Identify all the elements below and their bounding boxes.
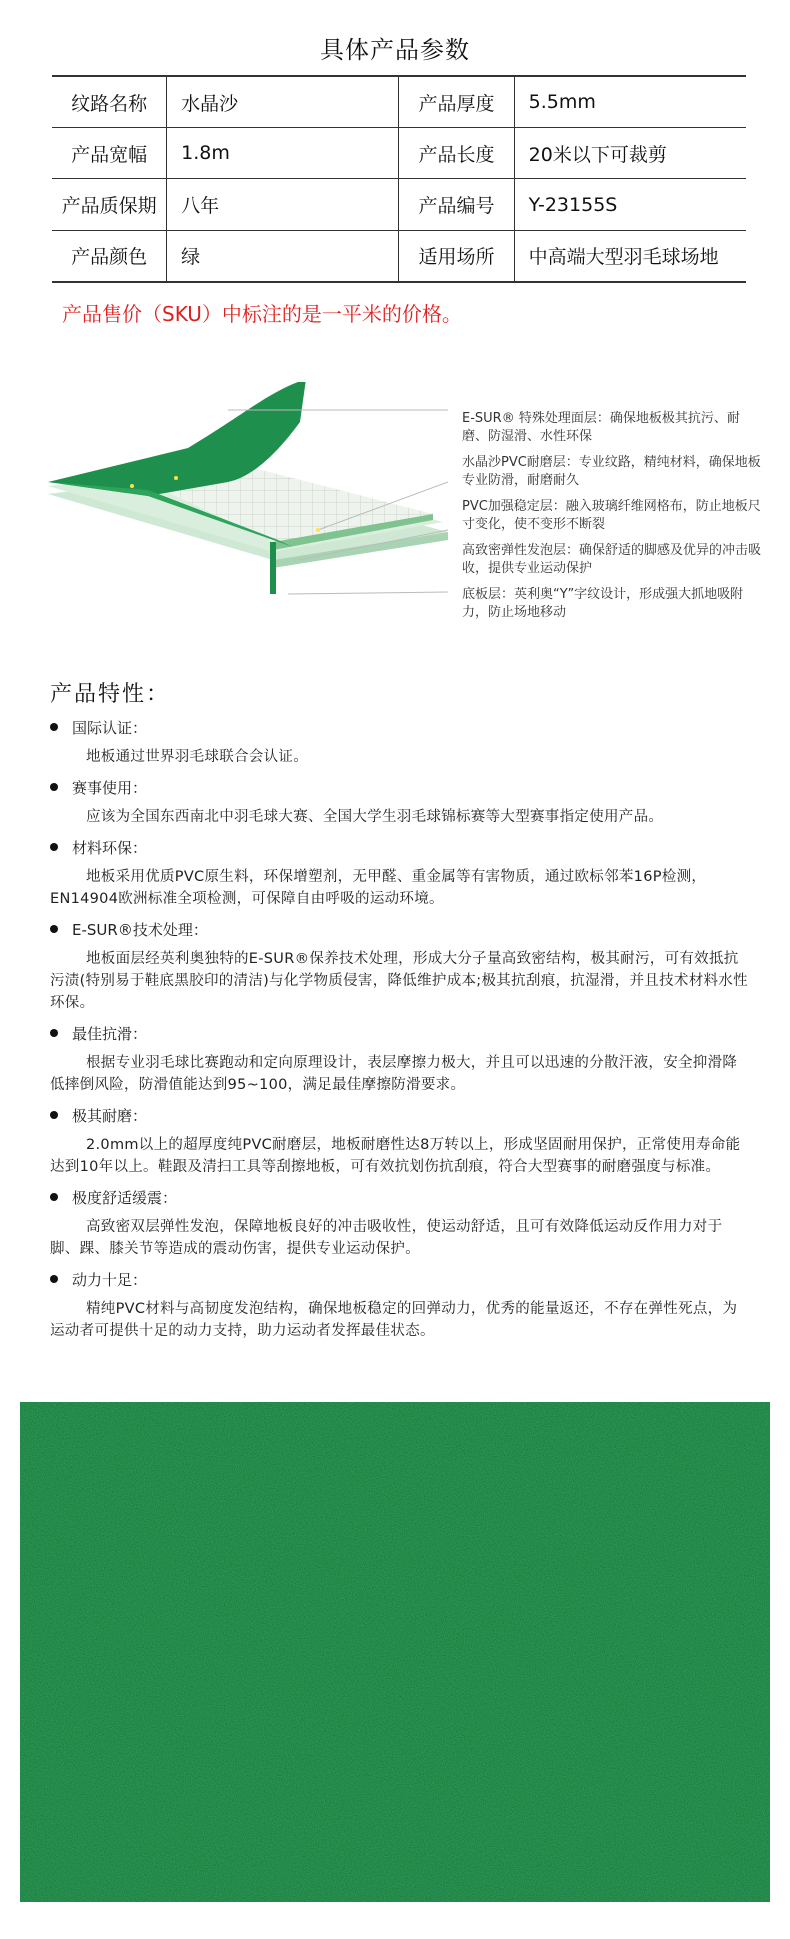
feature-item bbox=[50, 1268, 750, 1342]
feature-item bbox=[50, 1104, 750, 1178]
feature-text: 地板通过世界羽毛球联合会认证。 bbox=[86, 749, 308, 765]
bullet-icon bbox=[50, 1111, 58, 1119]
layer-label-wear: 水晶沙PVC耐磨层：专业纹路，精纯材料，确保地板专业防滑，耐磨耐久 bbox=[462, 455, 761, 488]
feature-heading: 极其耐磨： bbox=[72, 1107, 148, 1125]
spec-value: 中高端大型羽毛球场地 bbox=[514, 230, 746, 282]
feature-heading: 动力十足： bbox=[72, 1271, 148, 1289]
layer-label-base: 底板层：英利奥“Y”字纹设计，形成强大抓地吸附力，防止场地移动 bbox=[462, 587, 744, 620]
feature-item bbox=[50, 918, 750, 1014]
table-row bbox=[52, 179, 746, 230]
bullet-icon bbox=[50, 925, 58, 933]
bullet-icon bbox=[50, 783, 58, 791]
layer-label-foam: 高致密弹性发泡层：确保舒适的脚感及优异的冲击吸收，提供专业运动保护 bbox=[462, 543, 762, 576]
spec-value: 水晶沙 bbox=[167, 76, 399, 128]
feature-text: 地板采用优质PVC原生料，环保增塑剂，无甲醛、重金属等有害物质，通过欧标邻苯16P检测，EN14904欧洲标准全项检测，可保障自由呼吸的运动环境。 bbox=[50, 869, 707, 907]
layer-label-surface: E-SUR® 特殊处理面层：确保地板极其抗污、耐磨、防湿滑、水性环保 bbox=[462, 411, 740, 444]
texture-surface bbox=[20, 1402, 770, 1902]
feature-item bbox=[50, 1186, 750, 1260]
spec-value: 绿 bbox=[167, 230, 399, 282]
pointer-dot bbox=[316, 528, 320, 532]
table-row bbox=[52, 76, 746, 128]
spec-table bbox=[52, 75, 746, 283]
feature-text: 应该为全国东西南北中羽毛球大赛、全国大学生羽毛球锦标赛等大型赛事指定使用产品。 bbox=[86, 809, 664, 825]
feature-text: 根据专业羽毛球比赛跑动和定向原理设计，表层摩擦力极大，并且可以迅速的分散汗液，安全抑滑降低摔倒风险，防滑值能达到95~100，满足最佳摩擦防滑要求。 bbox=[50, 1055, 738, 1093]
feature-heading: 材料环保： bbox=[72, 839, 148, 857]
feature-item bbox=[50, 716, 750, 768]
spec-value: 20米以下可裁剪 bbox=[514, 128, 746, 179]
table-row bbox=[52, 128, 746, 179]
spec-key: 纹路名称 bbox=[52, 76, 167, 128]
spec-value: 5.5mm bbox=[514, 76, 746, 128]
spec-value: 八年 bbox=[167, 179, 399, 230]
bullet-icon bbox=[50, 843, 58, 851]
price-note: 产品售价（SKU）中标注的是一平米的价格。 bbox=[62, 302, 462, 326]
features-title: 产品特性： bbox=[50, 682, 171, 707]
bullet-icon bbox=[50, 1275, 58, 1283]
bullet-icon bbox=[50, 723, 58, 731]
spec-key: 产品长度 bbox=[399, 128, 514, 179]
feature-heading: 最佳抗滑： bbox=[72, 1025, 148, 1043]
bullet-icon bbox=[50, 1193, 58, 1201]
floor-texture-image bbox=[20, 1402, 770, 1902]
feature-item bbox=[50, 1022, 750, 1096]
floor-layer-diagram bbox=[48, 382, 448, 662]
spec-key: 产品宽幅 bbox=[52, 128, 167, 179]
feature-heading: 赛事使用： bbox=[72, 779, 148, 797]
spec-key: 产品厚度 bbox=[399, 76, 514, 128]
feature-heading: 极度舒适缓震： bbox=[72, 1189, 178, 1207]
feature-text: 高致密双层弹性发泡，保障地板良好的冲击吸收性，使运动舒适，且可有效降低运动反作用力对于脚、踝、膝关节等造成的震动伤害，提供专业运动保护。 bbox=[50, 1219, 723, 1257]
pointer-dot bbox=[174, 476, 178, 480]
green-stripe bbox=[270, 542, 276, 594]
feature-item bbox=[50, 836, 750, 910]
feature-heading: 国际认证： bbox=[72, 719, 148, 737]
layer-labels bbox=[462, 410, 762, 630]
layer-label-stable: PVC加强稳定层：融入玻璃纤维网格布，防止地板尺寸变化，使不变形不断裂 bbox=[462, 499, 761, 532]
spec-value: 1.8m bbox=[167, 128, 399, 179]
pointer-line bbox=[288, 592, 448, 594]
spec-key: 产品颜色 bbox=[52, 230, 167, 282]
spec-key: 适用场所 bbox=[399, 230, 514, 282]
spec-key: 产品编号 bbox=[399, 179, 514, 230]
feature-text: 精纯PVC材料与高韧度发泡结构，确保地板稳定的回弹动力，优秀的能量返还，不存在弹性死点，为运动者可提供十足的动力支持，助力运动者发挥最佳状态。 bbox=[50, 1301, 738, 1339]
page-title: 具体产品参数 bbox=[320, 36, 470, 64]
bullet-icon bbox=[50, 1029, 58, 1037]
feature-list bbox=[50, 716, 750, 1350]
feature-text: 地板面层经英利奥独特的E-SUR®保养技术处理，形成大分子量高致密结构，极其耐污，可有效抵抗污渍(特别易于鞋底黑胶印的清洁)与化学物质侵害，降低维护成本;极其抗刮痕，抗湿滑，并且技术材料水性环保。 bbox=[50, 951, 748, 1011]
feature-heading: E-SUR®技术处理： bbox=[72, 921, 208, 939]
spec-key: 产品质保期 bbox=[52, 179, 167, 230]
feature-item bbox=[50, 776, 750, 828]
table-row bbox=[52, 230, 746, 282]
feature-text: 2.0mm以上的超厚度纯PVC耐磨层，地板耐磨性达8万转以上，形成坚固耐用保护，正常使用寿命能达到10年以上。鞋跟及清扫工具等刮擦地板，可有效抗划伤抗刮痕，符合大型赛事的耐磨强度与标准。 bbox=[50, 1137, 741, 1175]
pointer-dot bbox=[130, 484, 134, 488]
spec-value: Y-23155S bbox=[514, 179, 746, 230]
